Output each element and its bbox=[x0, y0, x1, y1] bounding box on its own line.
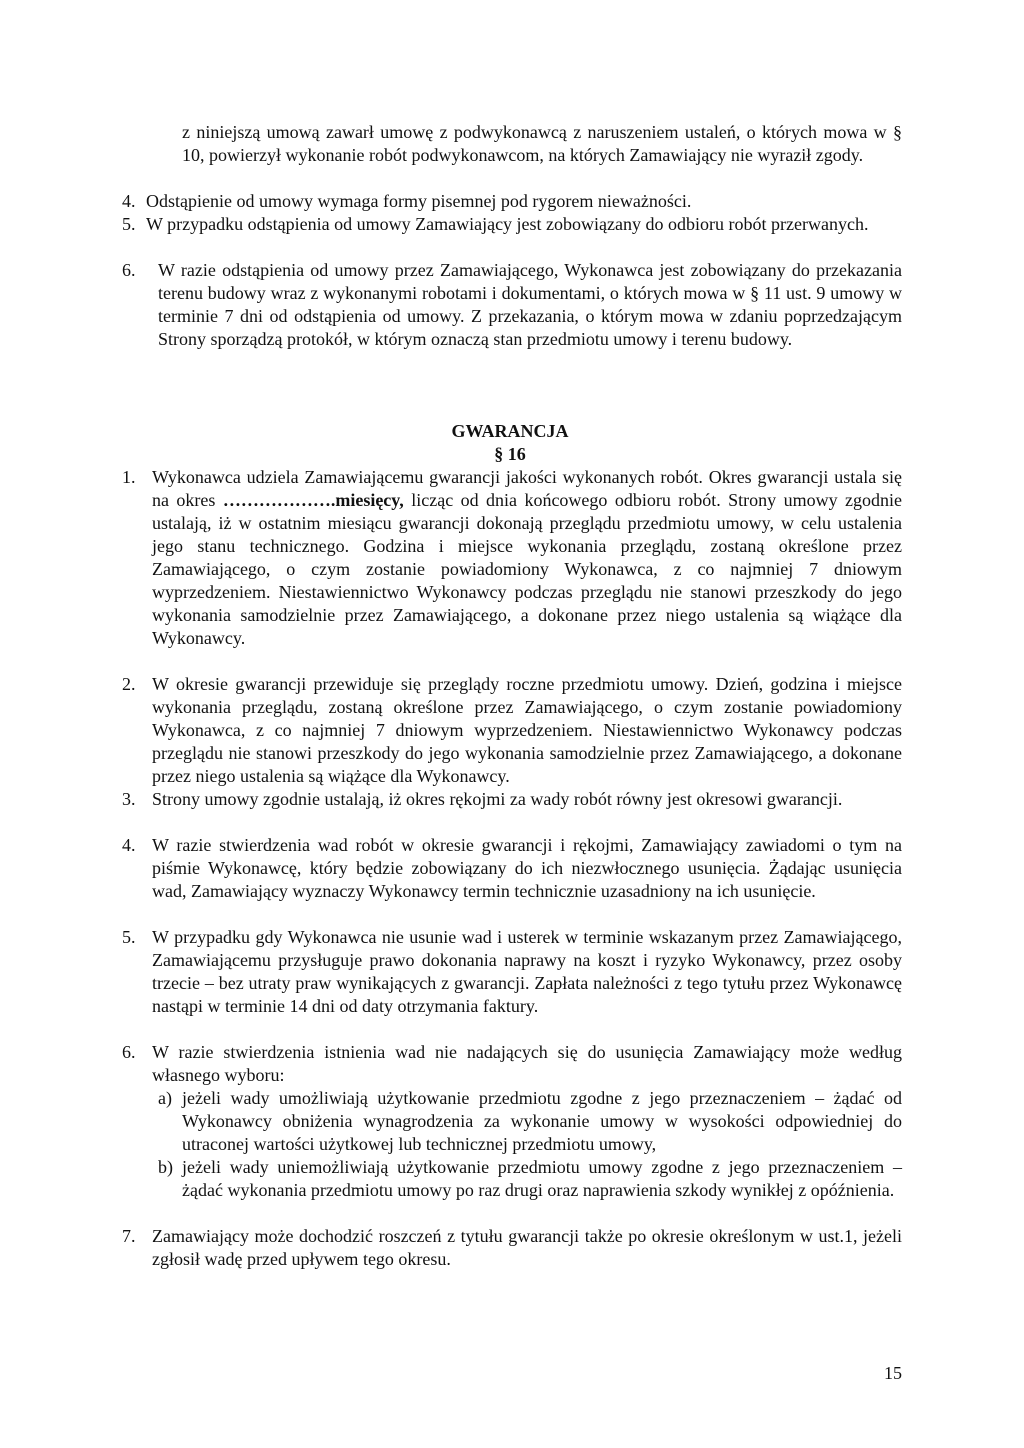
item-number: 1. bbox=[122, 467, 136, 487]
sub-list-item bbox=[158, 1087, 902, 1156]
warranty-months-blank: ……………….miesięcy, bbox=[222, 490, 404, 510]
sub-item-text: jeżeli wady umożliwiają użytkowanie przedmiotu zgodne z jego przeznaczeniem – żądać od Wykonawcy obniżenia wynagrodzenia za wykonanie umowy w wysokości odpowiedniej do utraconej wartości użytkowej lub technicznej przedmiotu umowy, bbox=[182, 1088, 902, 1154]
item-text: W okresie gwarancji przewiduje się przeglądy roczne przedmiotu umowy. Dzień, godzina i miejsce wykonania przeglądu, zostaną określone przez Zamawiającego, o czym zostanie powiadomiony Wykonawca, z co najmniej 7 dniowym wyprzedzeniem. Niestawiennictwo Wykonawcy podczas przeglądu nie stanowi przeszkody do jego wykonania samodzielnie przez Zamawiającego, a dokonane przez niego ustalenia są wiążące dla Wykonawcy. bbox=[152, 674, 902, 786]
item-number: 5. bbox=[122, 214, 136, 234]
item-number: 6. bbox=[122, 260, 136, 280]
list-item bbox=[122, 1041, 902, 1087]
item-text: W przypadku odstąpienia od umowy Zamawiający jest zobowiązany do odbioru robót przerwanych. bbox=[146, 214, 869, 234]
item-text bbox=[152, 466, 902, 650]
list-item bbox=[122, 788, 902, 811]
item-text: W przypadku gdy Wykonawca nie usunie wad i usterek w terminie wskazanym przez Zamawiającego, Zamawiającemu przysługuje prawo dokonania naprawy na koszt i ryzyko Wykonawcy, przez osoby trzecie – bez utraty praw wynikających z gwarancji. Zapłata należności z tego tytułu przez Wykonawcę nastąpi w terminie 14 dni od daty otrzymania faktury. bbox=[152, 927, 902, 1016]
sub-item-letter: a) bbox=[158, 1088, 172, 1108]
item-text-part: Wykonawca udziela Zamawiającemu gwarancji jakości wykonanych robót. Okres gwarancji ustala się na okres bbox=[152, 467, 902, 510]
list-item bbox=[122, 1225, 902, 1271]
list-item bbox=[122, 259, 902, 351]
paragraph-number: § 16 bbox=[494, 444, 526, 464]
item-text: Zamawiający może dochodzić roszczeń z tytułu gwarancji także po okresie określonym w ust.1, jeżeli zgłosił wadę przed upływem tego okresu. bbox=[152, 1226, 902, 1269]
page-number: 15 bbox=[884, 1363, 902, 1383]
list-item bbox=[122, 466, 902, 650]
item-number: 4. bbox=[122, 191, 136, 211]
list-item bbox=[122, 673, 902, 788]
item-number: 2. bbox=[122, 674, 136, 694]
item-number: 6. bbox=[122, 1042, 136, 1062]
sub-list-item bbox=[158, 1156, 902, 1202]
section-heading bbox=[0, 420, 1024, 466]
item-number: 7. bbox=[122, 1226, 136, 1246]
item-text: Odstąpienie od umowy wymaga formy pisemnej pod rygorem nieważności. bbox=[146, 191, 692, 211]
list-item bbox=[122, 190, 902, 213]
item-number: 4. bbox=[122, 835, 136, 855]
item-number: 5. bbox=[122, 927, 136, 947]
item-text-part: licząc od dnia końcowego odbioru robót. Strony umowy zgodnie ustalają, iż w ostatnim miesiącu gwarancji dokonają przeglądu przedmiotu umowy, w celu ustalenia jego stanu technicznego. Godzina i miejsce wykonania przeglądu, zostaną określone przez Zamawiającego, o czym zostanie powiadomiony Wykonawca, z co najmniej 7 dniowym wyprzedzeniem. Niestawiennictwo Wykonawcy podczas przeglądu nie stanowi przeszkody do jego wykonania samodzielnie przez Zamawiającego, a dokonane przez niego ustalenia są wiążące dla Wykonawcy. bbox=[152, 490, 902, 648]
list-item bbox=[122, 213, 902, 236]
section-title: GWARANCJA bbox=[451, 421, 569, 441]
list-item bbox=[122, 926, 902, 1018]
item-number: 3. bbox=[122, 789, 136, 809]
continuation-paragraph: z niniejszą umową zawarł umowę z podwykonawcą z naruszeniem ustaleń, o których mowa w § 10, powierzył wykonanie robót podwykonawcom, na których Zamawiający nie wyraził zgody. bbox=[182, 122, 902, 165]
item-text: Strony umowy zgodnie ustalają, iż okres rękojmi za wady robót równy jest okresowi gwarancji. bbox=[152, 789, 843, 809]
sub-item-letter: b) bbox=[158, 1157, 173, 1177]
item-text: W razie stwierdzenia wad robót w okresie gwarancji i rękojmi, Zamawiający zawiadomi o tym na piśmie Wykonawcę, który będzie zobowiązany do ich niezwłocznego usunięcia. Żądając usunięcia wad, Zamawiający wyznaczy Wykonawcy termin technicznie uzasadniony na ich usunięcie. bbox=[152, 835, 902, 901]
sub-item-text: jeżeli wady uniemożliwiają użytkowanie przedmiotu umowy zgodne z jego przeznaczeniem – żądać wykonania przedmiotu umowy po raz drugi oraz naprawienia szkody wynikłej z opóźnienia. bbox=[182, 1157, 902, 1200]
list-item bbox=[122, 834, 902, 903]
item-text: W razie odstąpienia od umowy przez Zamawiającego, Wykonawca jest zobowiązany do przekazania terenu budowy wraz z wykonanymi robotami i dokumentami, o których mowa w § 11 ust. 9 umowy w terminie 7 dni od odstąpienia od umowy. Z przekazania, o którym mowa w zdaniu poprzedzającym Strony sporządzą protokół, w którym oznaczą stan przedmiotu umowy i terenu budowy. bbox=[158, 260, 902, 349]
item-text: W razie stwierdzenia istnienia wad nie nadających się do usunięcia Zamawiający może według własnego wyboru: bbox=[152, 1042, 902, 1085]
